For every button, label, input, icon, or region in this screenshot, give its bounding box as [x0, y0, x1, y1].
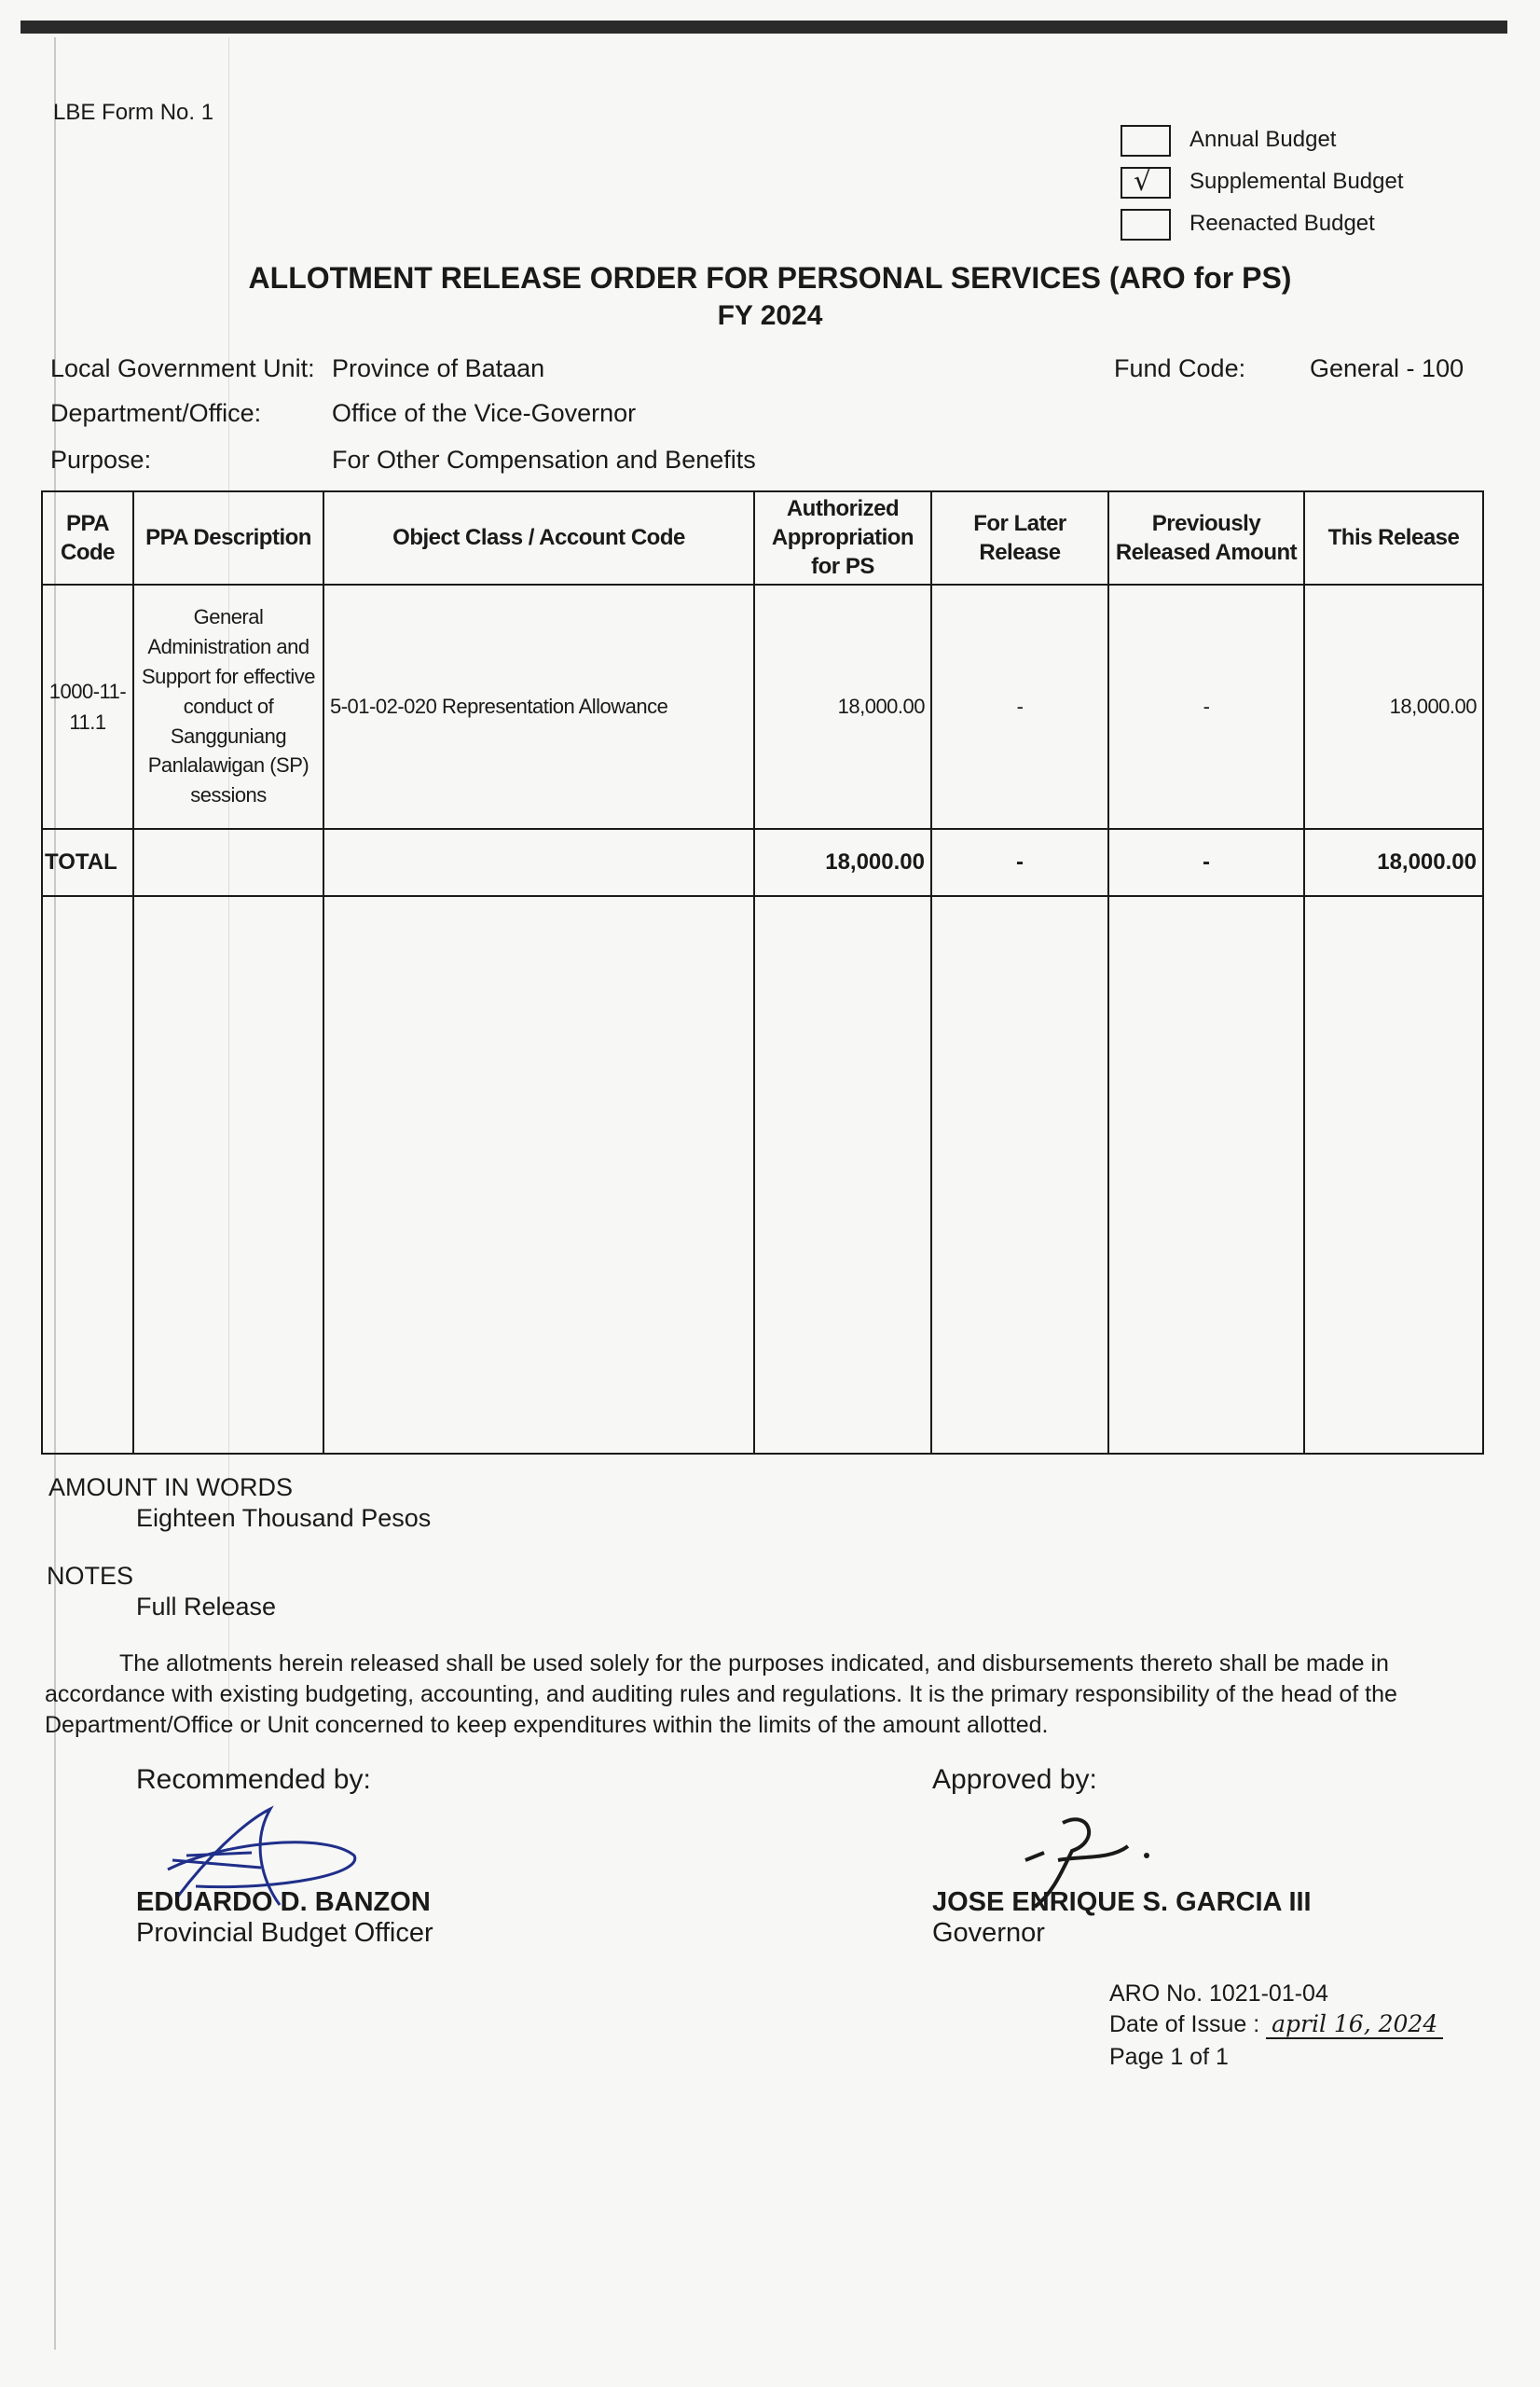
date-of-issue-value: april 16, 2024 — [1266, 2010, 1443, 2039]
approved-by-label: Approved by: — [932, 1764, 1097, 1795]
purpose-label: Purpose: — [50, 446, 152, 474]
total-label: TOTAL — [42, 829, 133, 896]
reenacted-budget-label: Reenacted Budget — [1189, 211, 1375, 236]
empty-cell — [133, 829, 323, 896]
authorized-cell: 18,000.00 — [754, 585, 931, 829]
table-row — [42, 585, 1483, 829]
col-previously-released: Previously Released Amount — [1108, 491, 1304, 585]
col-this-release: This Release — [1304, 491, 1483, 585]
col-for-later-release: For Later Release — [931, 491, 1108, 585]
lgu-value: Province of Bataan — [332, 354, 545, 382]
lgu-label: Local Government Unit: — [50, 354, 315, 382]
release-statement: The allotments herein released shall be used solely for the purposes indicated, and disbursements thereto shall be made in accordance with existing budgeting, accounting, and auditing rules and regulations. It is the primary responsibility of the head of the Department/Office or Unit concerned to keep expenditures within the limits of the amount allotted. — [45, 1650, 1397, 1738]
total-previously-released: - — [1108, 829, 1304, 896]
recommended-by-label: Recommended by: — [136, 1764, 371, 1795]
total-row — [42, 829, 1483, 896]
department-label: Department/Office: — [50, 399, 262, 427]
annual-budget-label: Annual Budget — [1189, 127, 1337, 152]
date-of-issue-row — [1109, 2010, 1443, 2039]
supplemental-budget-checkbox[interactable] — [1121, 167, 1171, 199]
form-number: LBE Form No. 1 — [53, 100, 214, 125]
col-account-code: Object Class / Account Code — [323, 491, 754, 585]
budget-officer-name: EDUARDO D. BANZON — [136, 1887, 431, 1917]
page-number: Page 1 of 1 — [1109, 2044, 1229, 2070]
date-of-issue-label: Date of Issue : — [1109, 2011, 1260, 2037]
this-release-cell: 18,000.00 — [1304, 585, 1483, 829]
supplemental-budget-label: Supplemental Budget — [1189, 169, 1404, 194]
notes-label: NOTES — [47, 1562, 134, 1590]
reenacted-budget-checkbox[interactable] — [1121, 209, 1171, 241]
col-ppa-code: PPA Code — [42, 491, 133, 585]
scan-top-border — [21, 21, 1507, 34]
document-title: ALLOTMENT RELEASE ORDER FOR PERSONAL SERVICES (ARO for PS) — [248, 261, 1292, 295]
later-release-cell: - — [931, 585, 1108, 829]
governor-name: JOSE ENRIQUE S. GARCIA III — [932, 1887, 1312, 1917]
ppa-description-cell: General Administration and Support for effective conduct of Sangguniang Panlalawigan (SP) sessions — [133, 585, 323, 829]
table-header-row — [42, 491, 1483, 585]
purpose-value: For Other Compensation and Benefits — [332, 446, 756, 474]
amount-in-words-label: AMOUNT IN WORDS — [48, 1473, 293, 1501]
blank-row — [42, 896, 1483, 1454]
budget-officer-position: Provincial Budget Officer — [136, 1918, 433, 1948]
annual-budget-checkbox[interactable] — [1121, 125, 1171, 157]
department-value: Office of the Vice-Governor — [332, 399, 637, 427]
total-this-release: 18,000.00 — [1304, 829, 1483, 896]
ppa-code-cell: 1000-11-11.1 — [42, 585, 133, 829]
account-code-cell: 5-01-02-020 Representation Allowance — [323, 585, 754, 829]
previously-released-cell: - — [1108, 585, 1304, 829]
total-later-release: - — [931, 829, 1108, 896]
fund-code-value: General - 100 — [1310, 354, 1464, 382]
governor-position: Governor — [932, 1918, 1045, 1948]
aro-number: ARO No. 1021-01-04 — [1109, 1980, 1328, 2007]
notes-value: Full Release — [136, 1593, 277, 1621]
col-authorized-appropriation: Authorized Appropriation for PS — [754, 491, 931, 585]
col-ppa-description: PPA Description — [133, 491, 323, 585]
amount-in-words-value: Eighteen Thousand Pesos — [136, 1504, 432, 1532]
allotment-table — [41, 490, 1484, 1455]
fund-code-label: Fund Code: — [1114, 354, 1246, 382]
total-authorized: 18,000.00 — [754, 829, 931, 896]
empty-cell — [323, 829, 754, 896]
check-mark-icon: √ — [1134, 165, 1152, 198]
fiscal-year: FY 2024 — [717, 300, 823, 331]
